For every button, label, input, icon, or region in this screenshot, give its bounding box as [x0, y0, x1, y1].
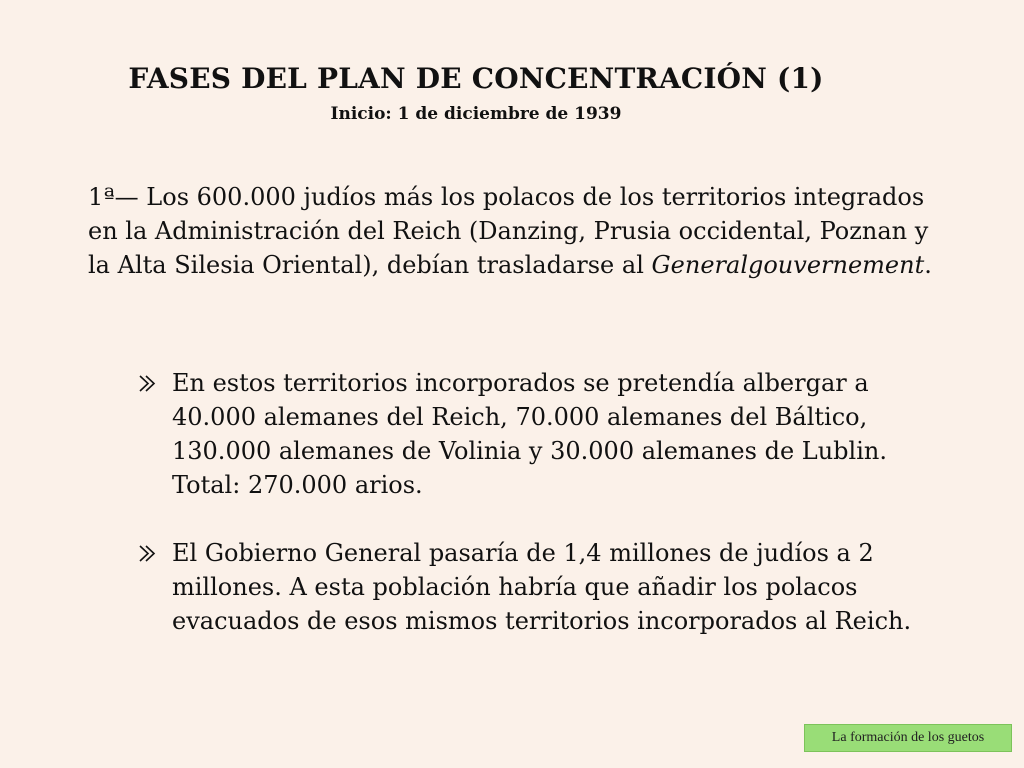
arrow-bullet-icon [138, 375, 158, 392]
bullet-item [138, 536, 958, 638]
bullet-text: El Gobierno General pasaría de 1,4 millones de judíos a 2 millones. A esta población habría que añadir los polacos evacuados de esos mismos territorios incorporados al Reich. [172, 539, 912, 635]
bullet-item [138, 366, 958, 502]
intro-text: 1ª— Los 600.000 judíos más los polacos de los territorios integrados en la Administración del Reich (Danzing, Prusia occidental, Poznan y la Alta Silesia Oriental), debían trasladarse al [88, 183, 929, 279]
intro-paragraph [88, 180, 948, 282]
slide-title: FASES DEL PLAN DE CONCENTRACIÓN (1) [128, 62, 824, 95]
footer-link-button[interactable]: La formación de los guetos [804, 724, 1012, 752]
intro-text-end: . [924, 251, 932, 279]
bullet-list [138, 366, 958, 672]
intro-emphasis: Generalgouvernement [651, 251, 925, 279]
bullet-text: En estos territorios incorporados se pretendía albergar a 40.000 alemanes del Reich, 70.000 alemanes del Báltico, 130.000 alemanes de Volinia y 30.000 alemanes de Lublin. Total: 270.000 arios. [172, 369, 887, 499]
slide-subtitle: Inicio: 1 de diciembre de 1939 [330, 104, 622, 124]
arrow-bullet-icon [138, 545, 158, 562]
